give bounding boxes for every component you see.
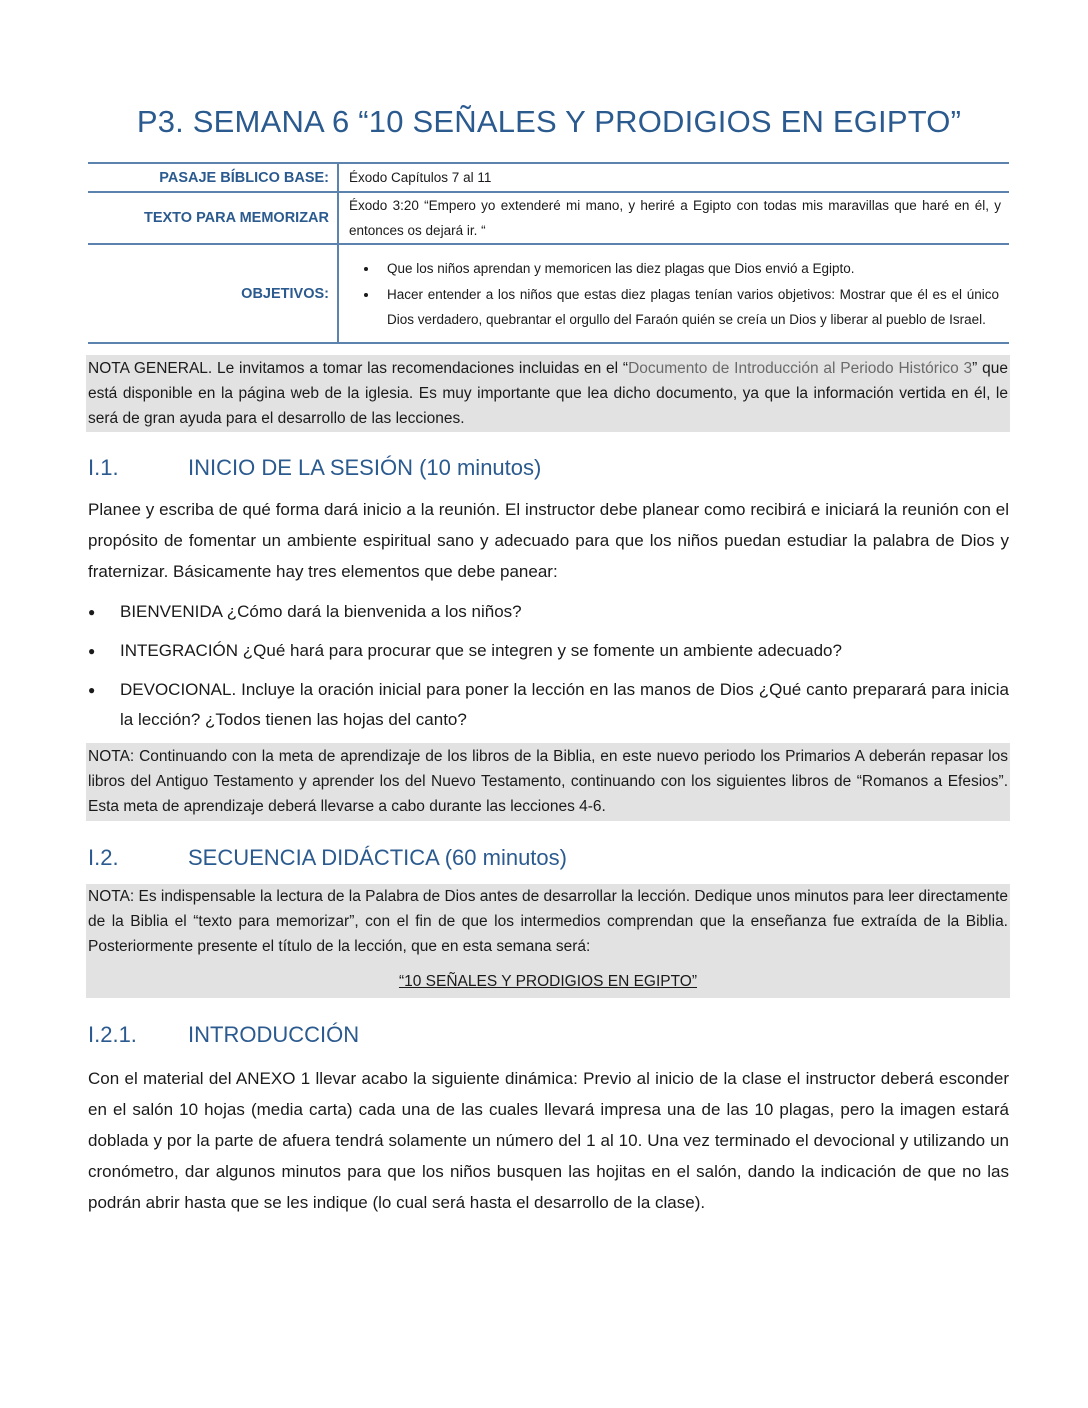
- section-number: I.2.: [88, 845, 119, 870]
- section-title: INICIO DE LA SESIÓN (10 minutos): [188, 455, 542, 480]
- bullet-text: INTEGRACIÓN ¿Qué hará para procurar que se integren y se fomente un ambiente adecuado?: [120, 641, 842, 660]
- section-heading-inicio: [88, 455, 541, 481]
- inicio-paragraph: Planee y escriba de qué forma dará inicio a la reunión. El instructor debe planear como recibirá e iniciará la reunión con el propósito de fomentar un ambiente espiritual sano y adecuado para que los niños puedan estudiar la palabra de Dios y fraternizar. Básicamente hay tres elementos que debe panear:: [88, 500, 1009, 581]
- nota-lectura: [86, 884, 1010, 998]
- introduccion-paragraph: Con el material del ANEXO 1 llevar acabo la siguiente dinámica: Previo al inicio de la clase el instructor deberá esconder en el salón 10 hojas (media carta) cada una de las cuales llevará impresa una de las 10 plagas, pero la imagen estará doblada y por la parte de afuera tendrá solamente un número del 1 al 10. Una vez terminado el devocional y utilizando un cronómetro, dar algunos minutos para que los niños busquen las hojitas en el salón, dando la indicación de que no las podrán abrir hasta que se les indique (lo cual será hasta el desarrollo de la clase).: [88, 1069, 1009, 1212]
- section-heading-introduccion: [88, 1022, 359, 1048]
- bullet-text: DEVOCIONAL. Incluye la oración inicial para poner la lección en las manos de Dios ¿Qué canto preparará para inicia la lección? ¿Todos tienen las hojas del canto?: [120, 680, 1009, 729]
- bullet-text: BIENVENIDA ¿Cómo dará la bienvenida a los niños?: [120, 602, 522, 621]
- bullet-item: [88, 636, 1009, 666]
- objetivos-value: [338, 244, 1009, 343]
- objetivo-item: • Hacer entender a los niños que estas diez plagas tenían varios objetivos: Mostrar que él es el único Dios verdadero, quebrantar el orgullo del Faraón quién se creía un Dios y liberar al pueblo de Israel.: [379, 282, 1009, 332]
- inicio-bullet-list: [88, 597, 1009, 744]
- bullet-item: [88, 597, 1009, 627]
- section-heading-secuencia: [88, 845, 567, 871]
- bullet-icon: ●: [88, 605, 96, 619]
- bullet-icon: ●: [88, 683, 96, 697]
- lesson-title-reference: “10 SEÑALES Y PRODIGIOS EN EGIPTO”: [398, 973, 698, 990]
- lesson-info-table: [88, 162, 1009, 344]
- objetivos-list: [349, 256, 1009, 332]
- page-title: P3. SEMANA 6 “10 SEÑALES Y PRODIGIOS EN EGIPTO”: [136, 104, 962, 139]
- texto-label: TEXTO PARA MEMORIZAR: [88, 192, 338, 244]
- texto-value: Éxodo 3:20 “Empero yo extenderé mi mano, y heriré a Egipto con todas mis maravillas que haré en él, y entonces os dejará ir. “: [349, 198, 1001, 238]
- bullet-icon: ●: [88, 644, 96, 658]
- bullet-item: [88, 675, 1009, 735]
- objetivos-row: [88, 244, 1009, 343]
- intro-document-link[interactable]: Documento de Introducción al Periodo Histórico 3: [628, 360, 973, 377]
- pasaje-label: PASAJE BÍBLICO BASE:: [88, 163, 338, 192]
- pasaje-row: [88, 163, 1009, 192]
- objetivo-item: • Que los niños aprendan y memoricen las diez plagas que Dios envió a Egipto.: [379, 256, 1009, 281]
- nota-general: [86, 355, 1010, 432]
- nota-lectura-text: NOTA: Es indispensable la lectura de la Palabra de Dios antes de desarrollar la lección. Dedique unos minutos para leer directamente de la Biblia el “texto para memorizar”, con el fin de que los intermedios comprendan que la enseñanza fue extraída de la Biblia. Posteriormente presente el título de la lección, que en esta semana será:: [88, 888, 1008, 955]
- section-title: INTRODUCCIÓN: [188, 1022, 360, 1047]
- section-title: SECUENCIA DIDÁCTICA (60 minutos): [188, 845, 567, 870]
- nota-general-text-2: ” que está disponible en la página web de la iglesia. Es muy importante que lea dicho documento, ya que la información vertida en él, le será de gran ayuda para el desarrollo de las lecciones.: [88, 360, 1008, 427]
- texto-row: [88, 192, 1009, 244]
- pasaje-value: Éxodo Capítulos 7 al 11: [349, 170, 492, 185]
- section-number: I.1.: [88, 455, 119, 480]
- objetivos-label: OBJETIVOS:: [88, 244, 338, 343]
- nota-general-text: NOTA GENERAL. Le invitamos a tomar las recomendaciones incluidas en el “: [88, 360, 629, 377]
- nota-libros-biblia: NOTA: Continuando con la meta de aprendizaje de los libros de la Biblia, en este nuevo periodo los Primarios A deberán repasar los libros del Antiguo Testamento y aprender los del Nuevo Testamento, continuando con los siguientes libros de “Romanos a Efesios”. Esta meta de aprendizaje deberá llevarse a cabo durante las lecciones 4-6.: [86, 743, 1010, 821]
- section-number: I.2.1.: [88, 1022, 137, 1047]
